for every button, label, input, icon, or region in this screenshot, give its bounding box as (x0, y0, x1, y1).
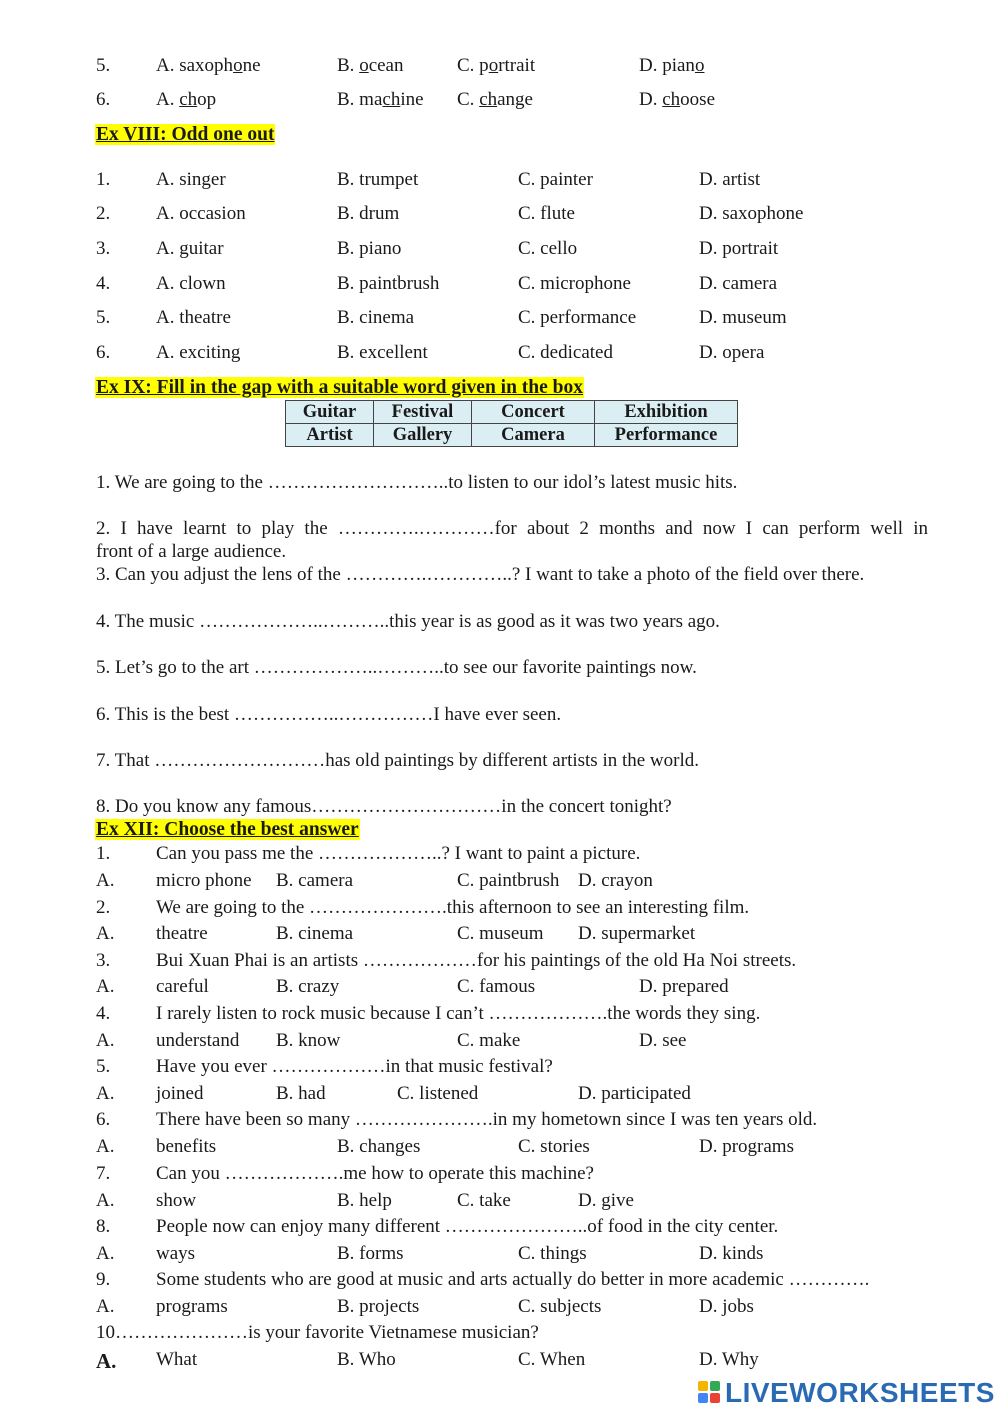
ex12-option-d: D. prepared (639, 976, 729, 997)
ex12-option-c: C. stories (518, 1136, 590, 1157)
ex12-num: 9. (96, 1269, 111, 1290)
ex8-option-d: D. artist (699, 169, 761, 190)
ex12-num: 1. (96, 843, 111, 864)
ex12-option-b: B. camera (276, 870, 354, 891)
word-box (285, 400, 738, 447)
pron-option-a: A. chop (156, 89, 217, 110)
ex8-option-b: B. paintbrush (337, 273, 440, 294)
ex12-option-d: D. crayon (578, 870, 653, 891)
word-box-row (286, 424, 738, 447)
ex9-question: 2. I have learnt to play the ………….…………for about 2 months and now I can perform well in (96, 518, 928, 539)
ex8-option-d: D. saxophone (699, 203, 804, 224)
pron-option-a: A. saxophone (156, 55, 261, 76)
ex12-option-c: C. listened (397, 1083, 479, 1104)
ex9-question: 3. Can you adjust the lens of the ………….…………..? I want to take a photo of the field over there. (96, 564, 865, 585)
ex12-letter: A. (96, 1243, 115, 1264)
ex8-option-d: D. portrait (699, 238, 779, 259)
word-box-cell: Artist (286, 424, 374, 447)
ex8-option-c: C. cello (518, 238, 578, 259)
ex12-letter: A. (96, 1136, 115, 1157)
ex8-option-b: B. piano (337, 238, 402, 259)
ex12-question: Can you pass me the ………………..? I want to paint a picture. (156, 843, 641, 864)
ex12-option-b: B. know (276, 1030, 341, 1051)
ex8-option-a: A. singer (156, 169, 226, 190)
ex12-question: Bui Xuan Phai is an artists ………………for his paintings of the old Ha Noi streets. (156, 950, 797, 971)
ex12-option-c: C. take (457, 1190, 511, 1211)
word-box-cell: Concert (472, 401, 595, 424)
ex8-num: 5. (96, 307, 111, 328)
ex8-num: 1. (96, 169, 111, 190)
ex12-letter: A. (96, 1296, 115, 1317)
ex12-option-d: D. participated (578, 1083, 691, 1104)
ex12-option-c: C. things (518, 1243, 587, 1264)
ex8-option-c: C. flute (518, 203, 575, 224)
ex12-option-d: D. see (639, 1030, 687, 1051)
ex12-option-a: micro phone (156, 870, 252, 891)
ex8-option-a: A. theatre (156, 307, 231, 328)
liveworksheets-logo-icon (698, 1381, 722, 1405)
ex8-option-b: B. trumpet (337, 169, 419, 190)
ex9-question: 7. That ………………………has old paintings by different artists in the world. (96, 750, 700, 771)
ex12-option-c: C. subjects (518, 1296, 602, 1317)
pron-option-d: D. choose (639, 89, 715, 110)
ex12-option-a: show (156, 1190, 197, 1211)
ex12-num: 8. (96, 1216, 111, 1237)
ex12-option-b: B. forms (337, 1243, 404, 1264)
ex9-heading: Ex IX: Fill in the gap with a suitable word given in the box (96, 377, 584, 398)
ex12-question: I rarely listen to rock music because I can’t ……………….the words they sing. (156, 1003, 761, 1024)
ex12-option-a: theatre (156, 923, 208, 944)
ex8-option-a: A. guitar (156, 238, 224, 259)
ex12-option-d: D. give (578, 1190, 634, 1211)
ex8-num: 6. (96, 342, 111, 363)
pron-num: 6. (96, 89, 111, 110)
ex12-option-a: joined (156, 1083, 204, 1104)
word-box-cell: Festival (374, 401, 472, 424)
ex12-question: There have been so many ………………….in my hometown since I was ten years old. (156, 1109, 818, 1130)
ex12-num: 3. (96, 950, 111, 971)
ex12-question: Can you ……………….me how to operate this machine? (156, 1163, 594, 1184)
ex12-question: Some students who are good at music and arts actually do better in more academic …………. (156, 1269, 870, 1290)
word-box-cell: Guitar (286, 401, 374, 424)
ex8-option-b: B. excellent (337, 342, 428, 363)
ex12-letter: A. (96, 1349, 117, 1373)
ex12-option-c: C. museum (457, 923, 544, 944)
ex8-heading: Ex VIII: Odd one out (96, 124, 275, 145)
ex9-question-continuation: front of a large audience. (96, 541, 287, 562)
liveworksheets-logo (698, 1377, 995, 1409)
word-box-cell: Camera (472, 424, 595, 447)
ex12-option-c: C. When (518, 1349, 586, 1370)
ex12-option-a: benefits (156, 1136, 217, 1157)
ex12-option-c: C. famous (457, 976, 536, 997)
ex8-num: 3. (96, 238, 111, 259)
ex8-num: 2. (96, 203, 111, 224)
ex8-option-c: C. painter (518, 169, 593, 190)
pron-num: 5. (96, 55, 111, 76)
pron-option-c: C. change (457, 89, 533, 110)
ex12-letter: A. (96, 923, 115, 944)
ex8-option-a: A. clown (156, 273, 226, 294)
ex8-option-d: D. opera (699, 342, 765, 363)
ex12-option-b: B. changes (337, 1136, 421, 1157)
ex12-option-a: programs (156, 1296, 228, 1317)
ex8-option-c: C. dedicated (518, 342, 613, 363)
ex12-letter: A. (96, 870, 115, 891)
ex8-option-b: B. cinema (337, 307, 415, 328)
ex12-option-b: B. had (276, 1083, 326, 1104)
ex12-option-a: careful (156, 976, 209, 997)
ex9-question: 1. We are going to the ………………………..to listen to our idol’s latest music hits. (96, 472, 738, 493)
ex12-option-b: B. cinema (276, 923, 354, 944)
ex12-question: 10…………………is your favorite Vietnamese musician? (96, 1322, 539, 1343)
ex12-option-d: D. Why (699, 1349, 759, 1370)
ex9-question: 6. This is the best ……………..……………I have ever seen. (96, 704, 562, 725)
pron-option-d: D. piano (639, 55, 705, 76)
word-box-cell: Performance (595, 424, 738, 447)
ex12-letter: A. (96, 1190, 115, 1211)
ex9-question: 5. Let’s go to the art ………………..………..to see our favorite paintings now. (96, 657, 697, 678)
word-box-cell: Exhibition (595, 401, 738, 424)
ex12-num: 6. (96, 1109, 111, 1130)
ex12-option-c: C. paintbrush (457, 870, 560, 891)
ex8-option-a: A. occasion (156, 203, 246, 224)
ex8-option-a: A. exciting (156, 342, 241, 363)
pron-option-b: B. machine (337, 89, 424, 110)
ex8-num: 4. (96, 273, 111, 294)
ex12-option-a: ways (156, 1243, 196, 1264)
ex12-letter: A. (96, 1030, 115, 1051)
ex12-question: We are going to the ………………….this afternoon to see an interesting film. (156, 897, 750, 918)
logo-text: LIVEWORKSHEETS (725, 1377, 995, 1408)
word-box-cell: Gallery (374, 424, 472, 447)
ex8-option-b: B. drum (337, 203, 400, 224)
ex12-option-b: B. crazy (276, 976, 340, 997)
ex8-option-d: D. camera (699, 273, 778, 294)
ex12-letter: A. (96, 976, 115, 997)
ex12-option-d: D. supermarket (578, 923, 696, 944)
ex8-option-d: D. museum (699, 307, 787, 328)
ex12-num: 5. (96, 1056, 111, 1077)
ex12-option-a: understand (156, 1030, 240, 1051)
pron-option-b: B. ocean (337, 55, 404, 76)
ex12-num: 2. (96, 897, 111, 918)
ex9-question: 8. Do you know any famous…………………………in the concert tonight? (96, 796, 672, 817)
ex9-question: 4. The music ………………..………..this year is as good as it was two years ago. (96, 611, 720, 632)
word-box-row (286, 401, 738, 424)
ex12-option-d: D. programs (699, 1136, 794, 1157)
ex8-option-c: C. performance (518, 307, 637, 328)
ex12-option-d: D. kinds (699, 1243, 764, 1264)
ex12-option-b: B. Who (337, 1349, 396, 1370)
ex12-option-c: C. make (457, 1030, 521, 1051)
ex12-option-d: D. jobs (699, 1296, 754, 1317)
ex12-option-b: B. help (337, 1190, 392, 1211)
ex8-option-c: C. microphone (518, 273, 631, 294)
ex12-question: Have you ever ………………in that music festival? (156, 1056, 553, 1077)
ex12-heading: Ex XII: Choose the best answer (96, 819, 359, 840)
ex12-option-b: B. projects (337, 1296, 420, 1317)
ex12-letter: A. (96, 1083, 115, 1104)
ex12-option-a: What (156, 1349, 198, 1370)
ex12-num: 7. (96, 1163, 111, 1184)
ex12-num: 4. (96, 1003, 111, 1024)
ex12-question: People now can enjoy many different …………………..of food in the city center. (156, 1216, 779, 1237)
pron-option-c: C. portrait (457, 55, 536, 76)
